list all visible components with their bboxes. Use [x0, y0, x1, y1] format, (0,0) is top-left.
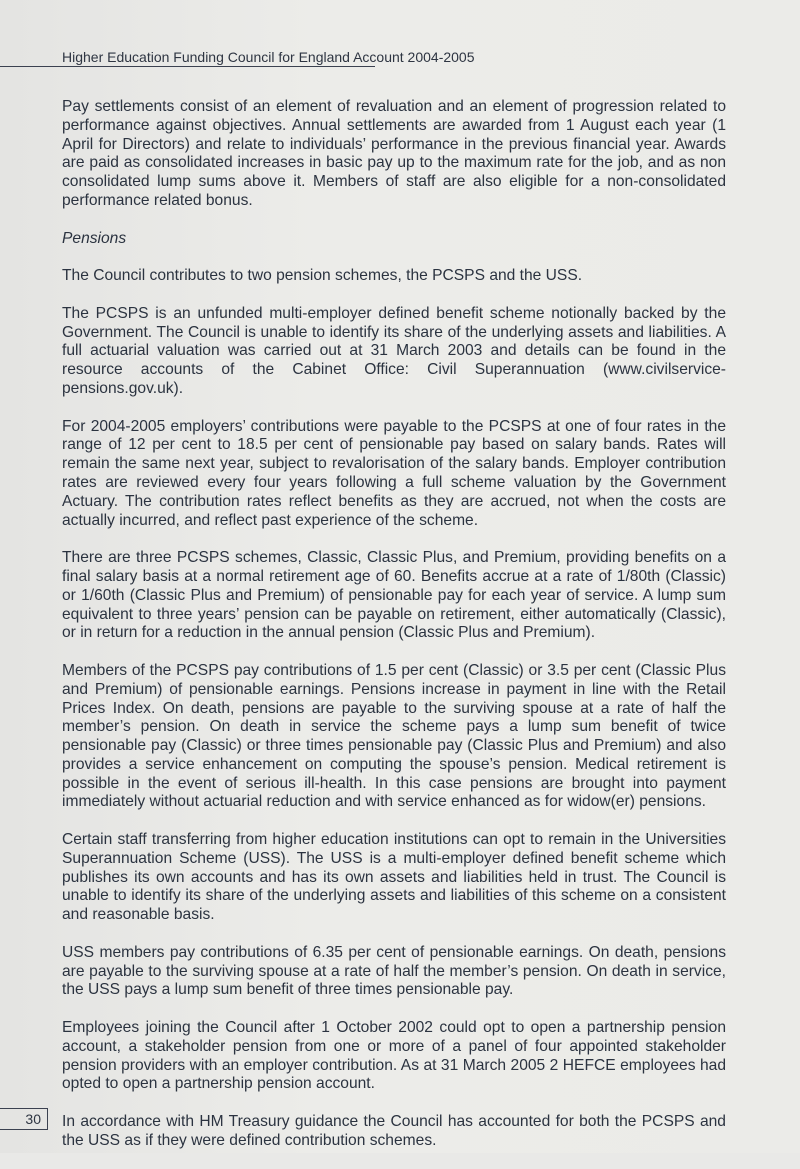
running-header: Higher Education Funding Council for England Account 2004-2005: [62, 49, 475, 65]
page-number: 30: [0, 1108, 48, 1130]
paragraph-member-contributions: Members of the PCSPS pay contributions of 1.5 per cent (Classic) or 3.5 per cent (Classic Plus and Premium) of pensionable earnings. Pensions increase in payment in line with the Retail Prices Index. On death, pensions are payable to the surviving spouse at a rate of half the member’s pension. On death in service the scheme pays a lump sum benefit of twice pensionable pay (Classic) or three times pensionable pay (Classic Plus and Premium) and also provides a service enhancement on computing the spouse’s pension. Medical retirement is possible in the event of serious ill-health. In this case pensions are brought into payment immediately without actuarial reduction and with service enhanced as for widow(er) pensions.: [62, 661, 726, 811]
paragraph-uss-contributions: USS members pay contributions of 6.35 per cent of pensionable earnings. On death, pensions are payable to the surviving spouse at a rate of half the member’s pension. On death in service, the USS pays a lump sum benefit of three times pensionable pay.: [62, 943, 726, 999]
header-rule: [0, 66, 375, 67]
paragraph-pay-settlements: Pay settlements consist of an element of revaluation and an element of progression related to performance against objectives. Annual settlements are awarded from 1 August each year (1 April for Directors) and relate to individuals’ performance in the previous financial year. Awards are paid as consolidated increases in basic pay up to the maximum rate for the job, and as non consolidated lump sums above it. Members of staff are also eligible for a non-consolidated performance related bonus.: [62, 98, 726, 209]
paragraph-partnership-pension: Employees joining the Council after 1 October 2002 could opt to open a partnership pension account, a stakeholder pension from one or more of a panel of four appointed stakeholder pension providers with an employer contribution. As at 31 March 2005 2 HEFCE employees had opted to open a partnership pension account.: [62, 1019, 726, 1093]
section-heading-pensions: Pensions: [62, 229, 127, 247]
body-text: [62, 98, 726, 1169]
paragraph-employer-contributions: For 2004-2005 employers’ contributions were payable to the PCSPS at one of four rates in the range of 12 per cent to 18.5 per cent of pensionable pay based on salary bands. Rates will remain the same next year, subject to revalorisation of the salary bands. Employer contribution rates are reviewed every four years following a full scheme valuation by the Government Actuary. The contribution rates reflect benefits as they are accrued, not when the costs are actually incurred, and reflect past experience of the scheme.: [62, 417, 726, 529]
paragraph-treasury-guidance: In accordance with HM Treasury guidance the Council has accounted for both the PCSPS and the USS as if they were defined contribution schemes.: [62, 1113, 726, 1149]
paragraph-pcsps-schemes: There are three PCSPS schemes, Classic, Classic Plus, and Premium, providing benefits on a final salary basis at a normal retirement age of 60. Benefits accrue at a rate of 1/80th (Classic) or 1/60th (Classic Plus and Premium) of pensionable pay for each year of service. A lump sum equivalent to three years’ pension can be payable on retirement, either automatically (Classic), or in return for a reduction in the annual pension (Classic Plus and Premium).: [62, 549, 726, 642]
paragraph-pcsps-overview: The PCSPS is an unfunded multi-employer defined benefit scheme notionally backed by the Government. The Council is unable to identify its share of the underlying assets and liabilities. A full actuarial valuation was carried out at 31 March 2003 and details can be found in the resource accounts of the Cabinet Office: Civil Superannuation (www.civilservice-pensions.gov.uk).: [62, 304, 726, 397]
paragraph-pension-schemes: The Council contributes to two pension schemes, the PCSPS and the USS.: [62, 267, 583, 285]
paragraph-uss-overview: Certain staff transferring from higher education institutions can opt to remain in the Universities Superannuation Scheme (USS). The USS is a multi-employer defined benefit scheme which publishes its own accounts and has its own assets and liabilities held in trust. The Council is unable to identify its share of the underlying assets and liabilities of this scheme on a consistent and reasonable basis.: [62, 831, 726, 924]
